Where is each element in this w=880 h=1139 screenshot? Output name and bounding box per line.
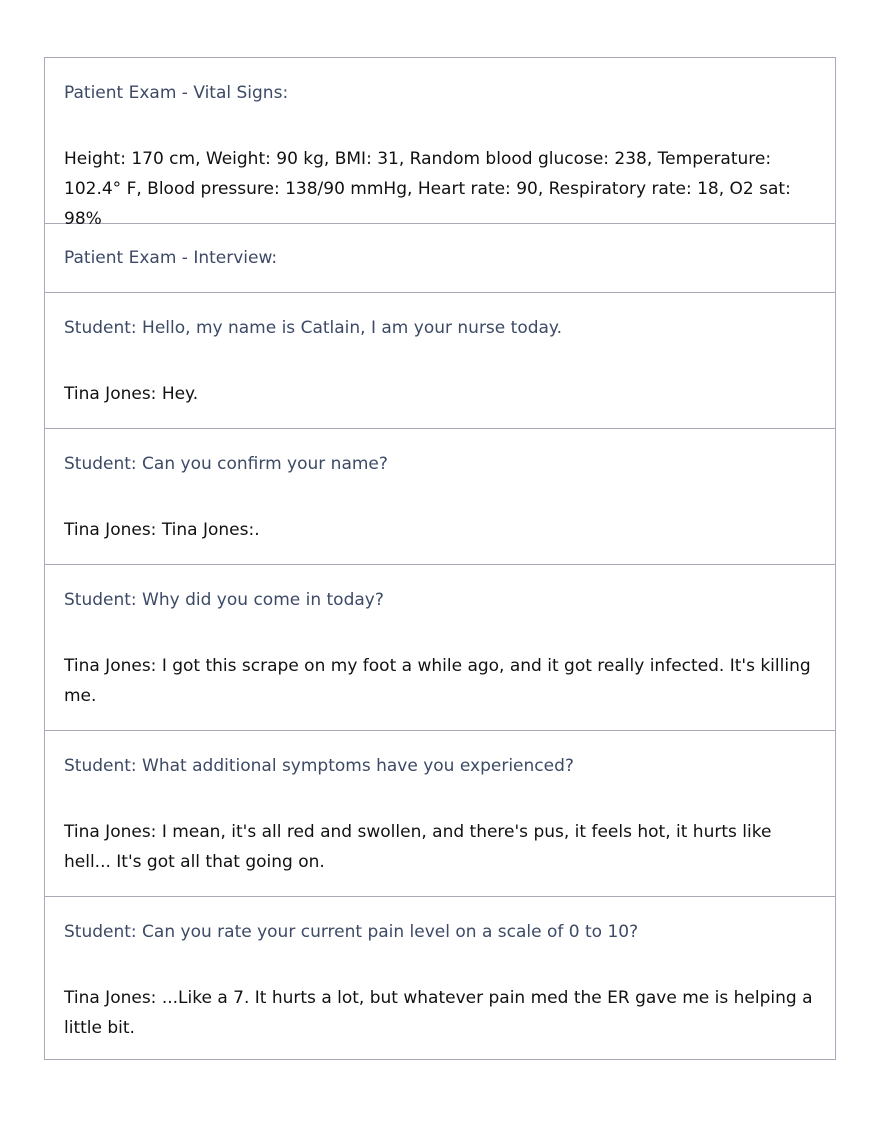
interview-exchange xyxy=(45,897,835,1060)
vital-signs-values: Height: 170 cm, Weight: 90 kg, BMI: 31, Random blood glucose: 238, Temperature: 102.4° F, Blood pressure: 138/90 mmHg, Heart rate: 90, Respiratory rate: 18, O2 sat: 98% xyxy=(64,149,791,229)
patient-exam-document xyxy=(44,57,836,1060)
patient-answer: Tina Jones: I mean, it's all red and swollen, and there's pus, it feels hot, it hurts like hell... It's got all that going on. xyxy=(64,822,772,872)
patient-answer: Tina Jones: Hey. xyxy=(64,384,199,404)
interview-exchange xyxy=(45,429,835,565)
patient-answer: Tina Jones: I got this scrape on my foot a while ago, and it got really infected. It's killing me. xyxy=(64,656,811,706)
patient-answer: Tina Jones: ...Like a 7. It hurts a lot, but whatever pain med the ER gave me is helping a little bit. xyxy=(64,988,813,1038)
student-question: Student: Hello, my name is Catlain, I am your nurse today. xyxy=(64,318,562,338)
interview-heading-section xyxy=(45,224,835,293)
student-question: Student: What additional symptoms have you experienced? xyxy=(64,756,574,776)
interview-exchange xyxy=(45,293,835,429)
patient-answer: Tina Jones: Tina Jones:. xyxy=(64,520,260,540)
student-question: Student: Can you confirm your name? xyxy=(64,454,388,474)
interview-heading: Patient Exam - Interview: xyxy=(64,248,278,268)
vital-signs-heading: Patient Exam - Vital Signs: xyxy=(64,83,289,103)
interview-exchange xyxy=(45,565,835,731)
vital-signs-section xyxy=(45,58,835,229)
student-question: Student: Why did you come in today? xyxy=(64,590,384,610)
student-question: Student: Can you rate your current pain level on a scale of 0 to 10? xyxy=(64,922,639,942)
interview-exchange xyxy=(45,731,835,897)
